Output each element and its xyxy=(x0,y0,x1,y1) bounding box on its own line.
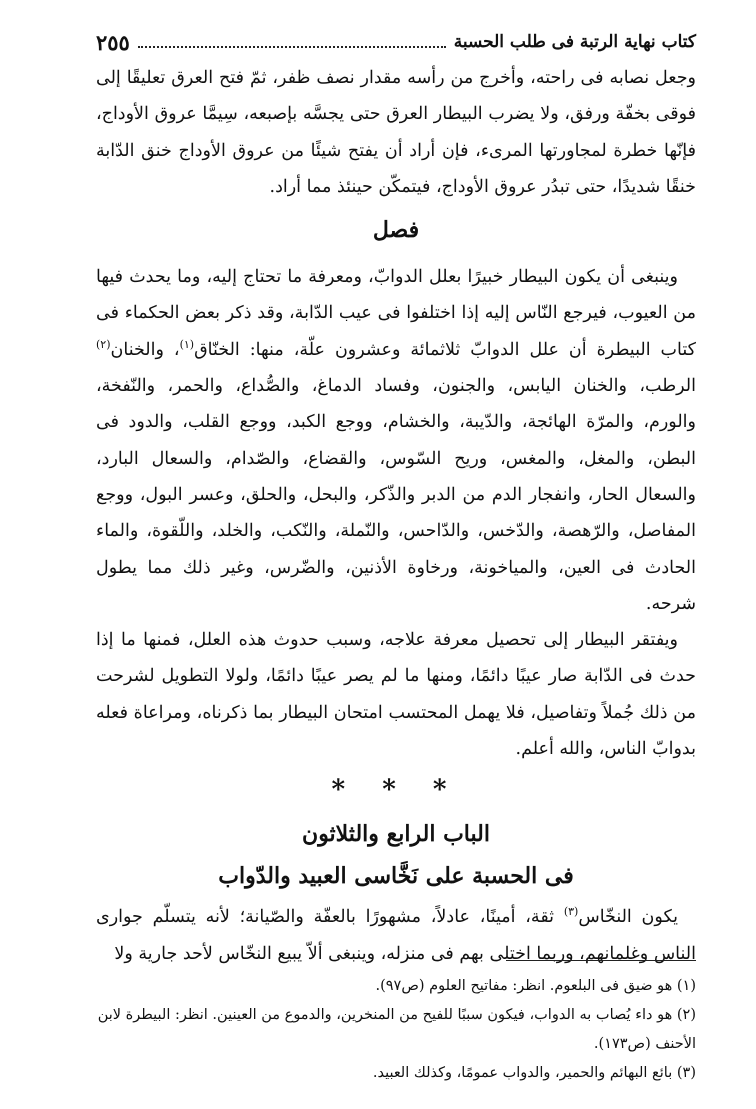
section-separator: * * * xyxy=(331,775,461,806)
paragraph-4 xyxy=(96,899,696,972)
header-dot-leader xyxy=(138,36,446,48)
paragraph-4-part-1: يكون النخّاس xyxy=(578,907,678,928)
paragraph-4-part-2: ثقة، أمينًا، عادلاً، مشهورًا بالعفّة والصّيانة؛ لأنه يتسلّم جوارى الناس وغلمانهم، وربما اختلى بهم فى منزله، وينبغى ألاّ يبيع النخّاس لأحد جارية ولا xyxy=(96,907,696,964)
footnotes xyxy=(96,972,696,1088)
footnote-ref-3: (٣) xyxy=(563,905,579,919)
paragraph-2-part-2: ، والخنان xyxy=(110,339,180,360)
footnote-2: (٢) هو داء يُصاب به الدواب، فيكون سببًا للفيح من المنخرين، والدموع من العينين. انظر: البيطرة لابن الأحنف (ص١٧٣). xyxy=(97,1007,696,1052)
footnote-3: (٣) بائع البهائم والحمير، والدواب عمومًا، وكذلك العبيد. xyxy=(372,1065,696,1081)
paragraph-3: ويفتقر البيطار إلى تحصيل معرفة علاجه، وسبب حدوث هذه العلل، فمنها ما إذا حدث فى الدّابة صار عيبًا دائمًا، ومنها ما لم يصر عيبًا دائمًا، ولولا التطويل لشرحت من ذلك جُملاً وتفاصيل، فلا يهمل المحتسب امتحان البيطار بما ذكرناه، ومراعاة فعله بدوابّ الناس، والله أعلم. xyxy=(96,630,696,760)
footnote-ref-1: (١) xyxy=(179,337,195,351)
section-heading: فصل xyxy=(372,217,420,244)
footnote-ref-2: (٢) xyxy=(96,337,111,351)
chapter-heading xyxy=(96,815,696,895)
paragraph-2 xyxy=(96,259,696,622)
page-number: ٢٥٥ xyxy=(96,29,130,55)
footnote-1: (١) هو ضيق فى البلعوم. انظر: مفاتيح العلوم (ص٩٧). xyxy=(375,978,696,994)
paragraph-2-part-3: الرطب، والخنان اليابس، والجنون، وفساد الدماغ، والصُّداع، والحمر، والنّفخة، والورم، والمرّة الهائجة، والدّيبة، والخشام، ووجع الكبد، ووجع القلب، والدود فى البطن، والمغل، والمغس، وريح السّوس، والقضاع، والصّدام، والسعال البارد، والسعال الحار، وانفجار الدم من الدبر والذّكر، والبحل، والحلق، وعسر البول، ووجع المفاصل، والرّهصة، والدّخس، والدّاحس، والنّملة، والنّكب، والخلد، واللّقوة، والماء الحادث فى العين، والمياخونة، ورخاوة الأذنين، والضّرس، وغير ذلك مما يطول شرحه. xyxy=(96,376,696,614)
chapter-title: الباب الرابع والثلاثون xyxy=(302,821,490,848)
footnote-separator xyxy=(506,960,696,961)
chapter-subtitle: فى الحسبة على نَخَّاسى العبيد والدّواب xyxy=(218,863,574,890)
running-header xyxy=(96,28,696,56)
paragraph-2-part-1: وينبغى أن يكون البيطار خبيرًا بعلل الدوابّ، ومعرفة ما تحتاج إليه، وما يحدث فيها من العيوب، فيرجع النّاس إليه إذا اختلفوا فى عيب الدّابة، وقد ذكر بعض الحكماء فى كتاب البيطرة أن علل الدوابّ ثلاثمائة وعشرون علّة، منها: الخنّاق xyxy=(96,267,696,360)
running-title: كتاب نهاية الرتبة فى طلب الحسبة xyxy=(453,32,696,52)
paragraph-1: وجعل نصابه فى راحته، وأخرج من رأسه مقدار نصف ظفر، ثمّ فتح العرق تعليقًا إلى فوقى بخفّة ورفق، ولا يضرب البيطار العرق حتى يجسَّه بإصبعه، سِيمَّا عروق الأوداج، فإنّها خطرة لمجاورتها المرىء، فإن أراد أن يفتح شيئًا من عروق الأوداج خنق الدّابة خنقًا شديدًا، حتى تبدُر عروق الأوداج، فيتمكّن حينئذ مما أراد. xyxy=(96,68,696,197)
main-text xyxy=(96,60,696,972)
